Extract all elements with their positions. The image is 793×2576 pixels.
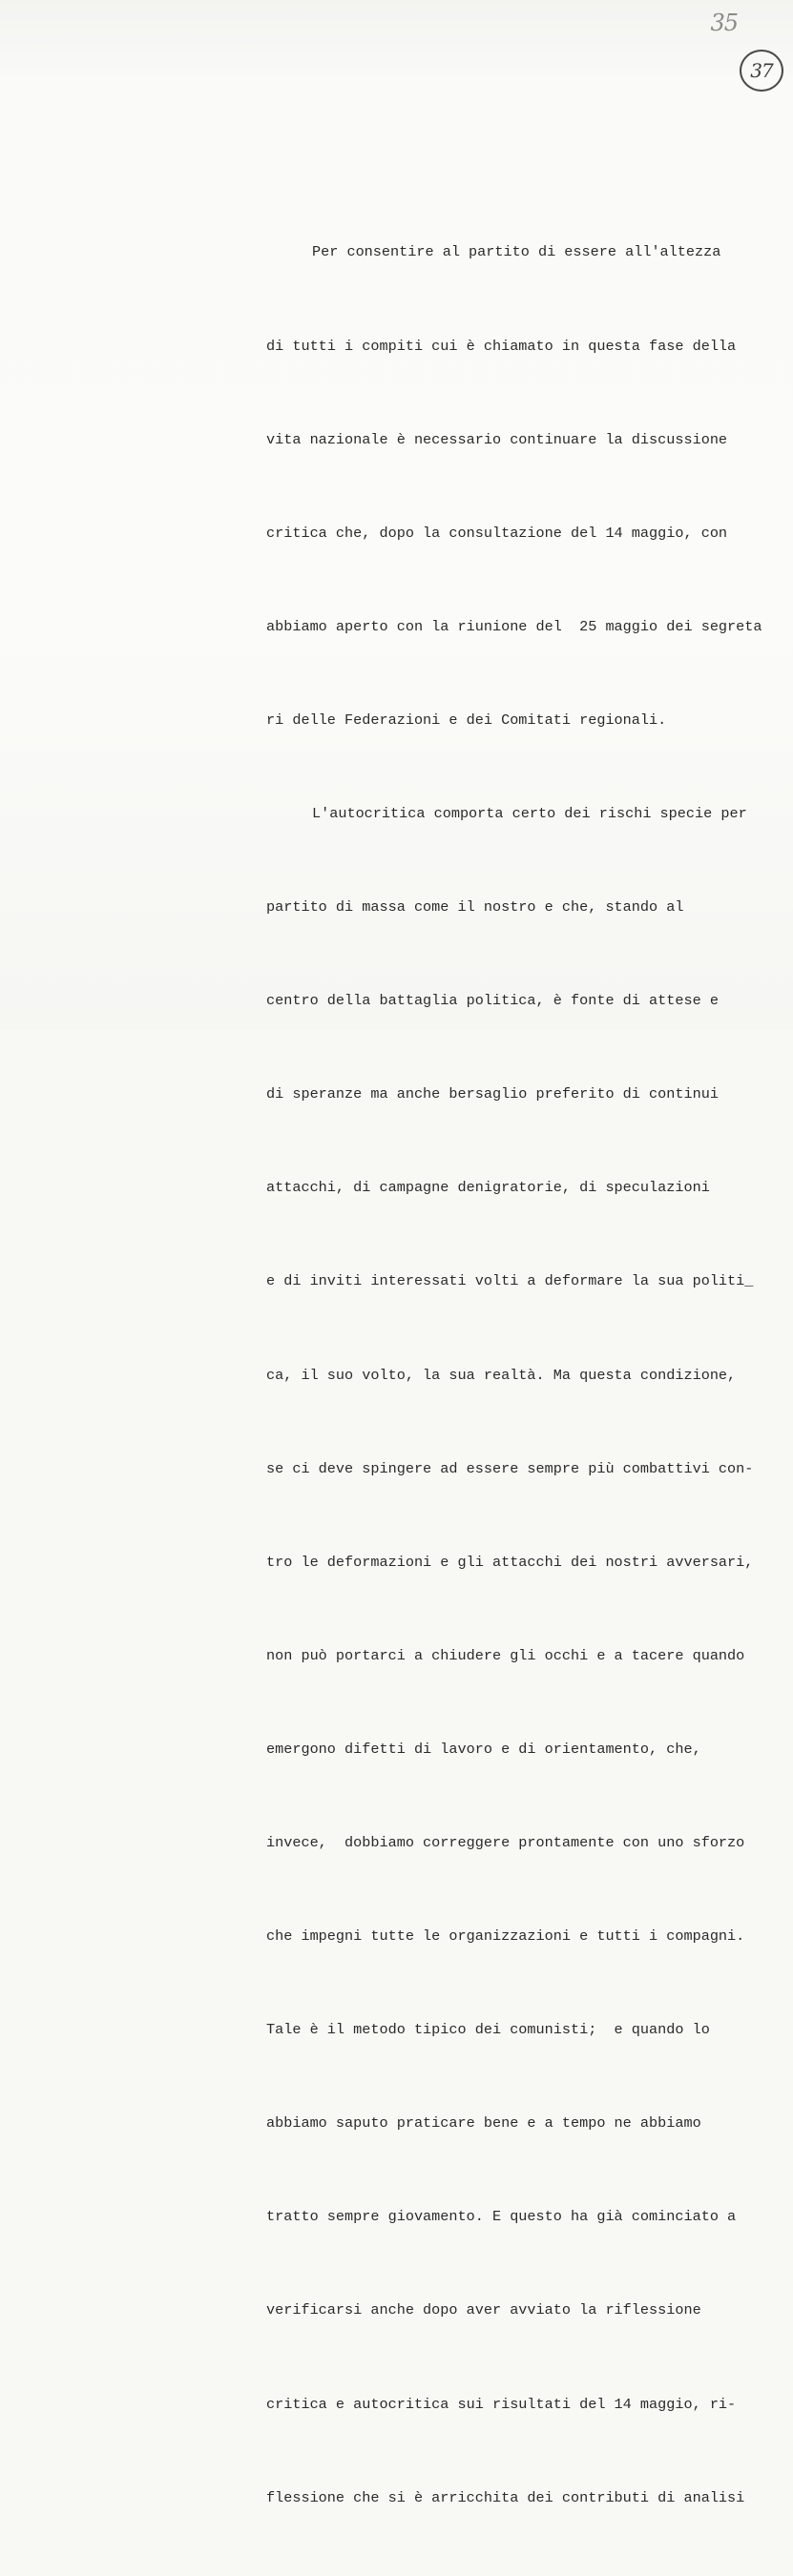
text-line: abbiamo saputo praticare bene e a tempo ne abbiamo bbox=[266, 2114, 701, 2133]
circled-page-number bbox=[740, 50, 783, 92]
text-line: tratto sempre giovamento. E questo ha già cominciato a bbox=[266, 2208, 737, 2226]
text-line: emergono difetti di lavoro e di orientamento, che, bbox=[266, 1740, 701, 1758]
text-line: critica e autocritica sui risultati del 14 maggio, ri- bbox=[266, 2395, 737, 2413]
text-line: di speranze ma anche bersaglio preferito di continui bbox=[266, 1085, 719, 1103]
text-line: non può portarci a chiudere gli occhi e a tacere quando bbox=[266, 1646, 745, 1664]
text-line: L'autocritica comporta certo dei rischi specie per bbox=[312, 804, 747, 822]
text-line: e di inviti interessati volti a deformare la sua politi_ bbox=[266, 1272, 754, 1290]
typewritten-body bbox=[266, 175, 793, 2576]
text-line: flessione che si è arricchita dei contributi di analisi bbox=[266, 2488, 745, 2506]
text-line: verificarsi anche dopo aver avviato la riflessione bbox=[266, 2301, 701, 2319]
pencil-page-number: 35 bbox=[710, 10, 738, 36]
text-line: che impegni tutte le organizzazioni e tutti i compagni. bbox=[266, 1927, 745, 1946]
circled-page-number-text: 37 bbox=[750, 59, 773, 82]
text-line: tro le deformazioni e gli attacchi dei nostri avversari, bbox=[266, 1553, 754, 1571]
text-line: ri delle Federazioni e dei Comitati regionali. bbox=[266, 711, 667, 729]
text-line: di tutti i compiti cui è chiamato in questa fase della bbox=[266, 337, 737, 355]
text-line: vita nazionale è necessario continuare la discussione bbox=[266, 430, 728, 448]
text-line: ca, il suo volto, la sua realtà. Ma questa condizione, bbox=[266, 1366, 737, 1384]
text-line: attacchi, di campagne denigratorie, di speculazioni bbox=[266, 1179, 710, 1197]
text-line: partito di massa come il nostro e che, stando al bbox=[266, 898, 684, 917]
text-line: centro della battaglia politica, è fonte di attese e bbox=[266, 992, 719, 1010]
text-line: invece, dobbiamo correggere prontamente con uno sforzo bbox=[266, 1834, 745, 1851]
text-line: Per consentire al partito di essere all'altezza bbox=[312, 243, 721, 261]
text-line: abbiamo aperto con la riunione del 25 maggio dei segreta bbox=[266, 617, 762, 635]
text-line: critica che, dopo la consultazione del 14 maggio, con bbox=[266, 524, 728, 542]
text-line: Tale è il metodo tipico dei comunisti; e quando lo bbox=[266, 2021, 710, 2039]
text-line: se ci deve spingere ad essere sempre più combattivi con- bbox=[266, 1459, 754, 1477]
